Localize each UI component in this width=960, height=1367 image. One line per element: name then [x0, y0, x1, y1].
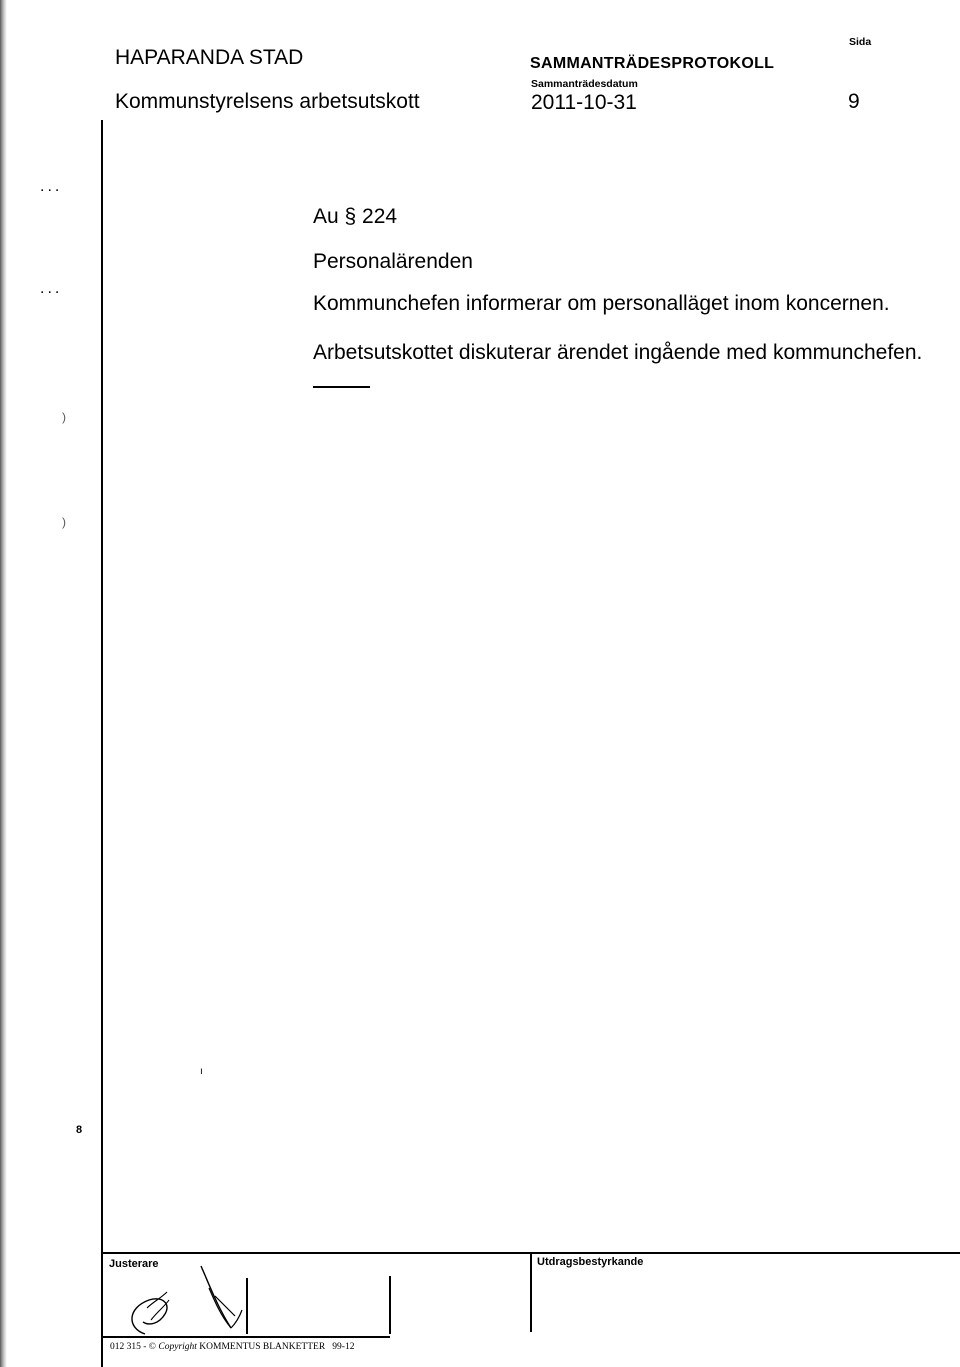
meeting-date: 2011-10-31: [531, 91, 637, 114]
stray-mark: ı: [200, 1066, 203, 1077]
scan-edge-shadow: [0, 0, 7, 1367]
item-subject: Personalärenden: [313, 250, 473, 273]
margin-bracket-2: ): [62, 515, 66, 529]
margin-bracket-1: ): [62, 410, 66, 424]
margin-dots-top: ...: [40, 178, 63, 195]
signatures-handwritten: [105, 1262, 265, 1342]
utdragsbestyrkande-label: Utdragsbestyrkande: [537, 1256, 644, 1268]
margin-page-marker: 8: [76, 1124, 83, 1136]
body-line-1: Kommunchefen informerar om personalläget inom koncernen.: [313, 292, 890, 315]
footer-separator: -: [143, 1342, 147, 1352]
signature-divider-2: [389, 1276, 391, 1334]
committee-name: Kommunstyrelsens arbetsutskott: [115, 90, 420, 113]
left-margin-rule: [101, 120, 103, 1367]
form-footer: [110, 1342, 354, 1352]
justerare-label: Justerare: [109, 1258, 159, 1270]
body-line-2: Arbetsutskottet diskuterar ärendet ingående med kommunchefen.: [313, 341, 923, 364]
date-label: Sammanträdesdatum: [531, 78, 638, 90]
paragraph-reference: Au § 224: [313, 205, 398, 228]
margin-dots-second: ...: [40, 280, 63, 297]
form-bottom-rule: [101, 1336, 390, 1338]
page-label: Sida: [849, 36, 872, 48]
form-number: 012 315: [110, 1342, 141, 1352]
end-of-item-rule: [313, 386, 370, 388]
document-type: SAMMANTRÄDESPROTOKOLL: [530, 55, 775, 72]
organization-name: HAPARANDA STAD: [115, 46, 304, 69]
copyright-word: Copyright: [158, 1342, 197, 1352]
publisher-name: KOMMENTUS BLANKETTER: [199, 1342, 326, 1352]
page-number: 9: [848, 90, 860, 113]
signature-divider-3: [530, 1252, 532, 1332]
form-version: 99-12: [332, 1342, 355, 1352]
copyright-symbol: ©: [148, 1342, 157, 1352]
